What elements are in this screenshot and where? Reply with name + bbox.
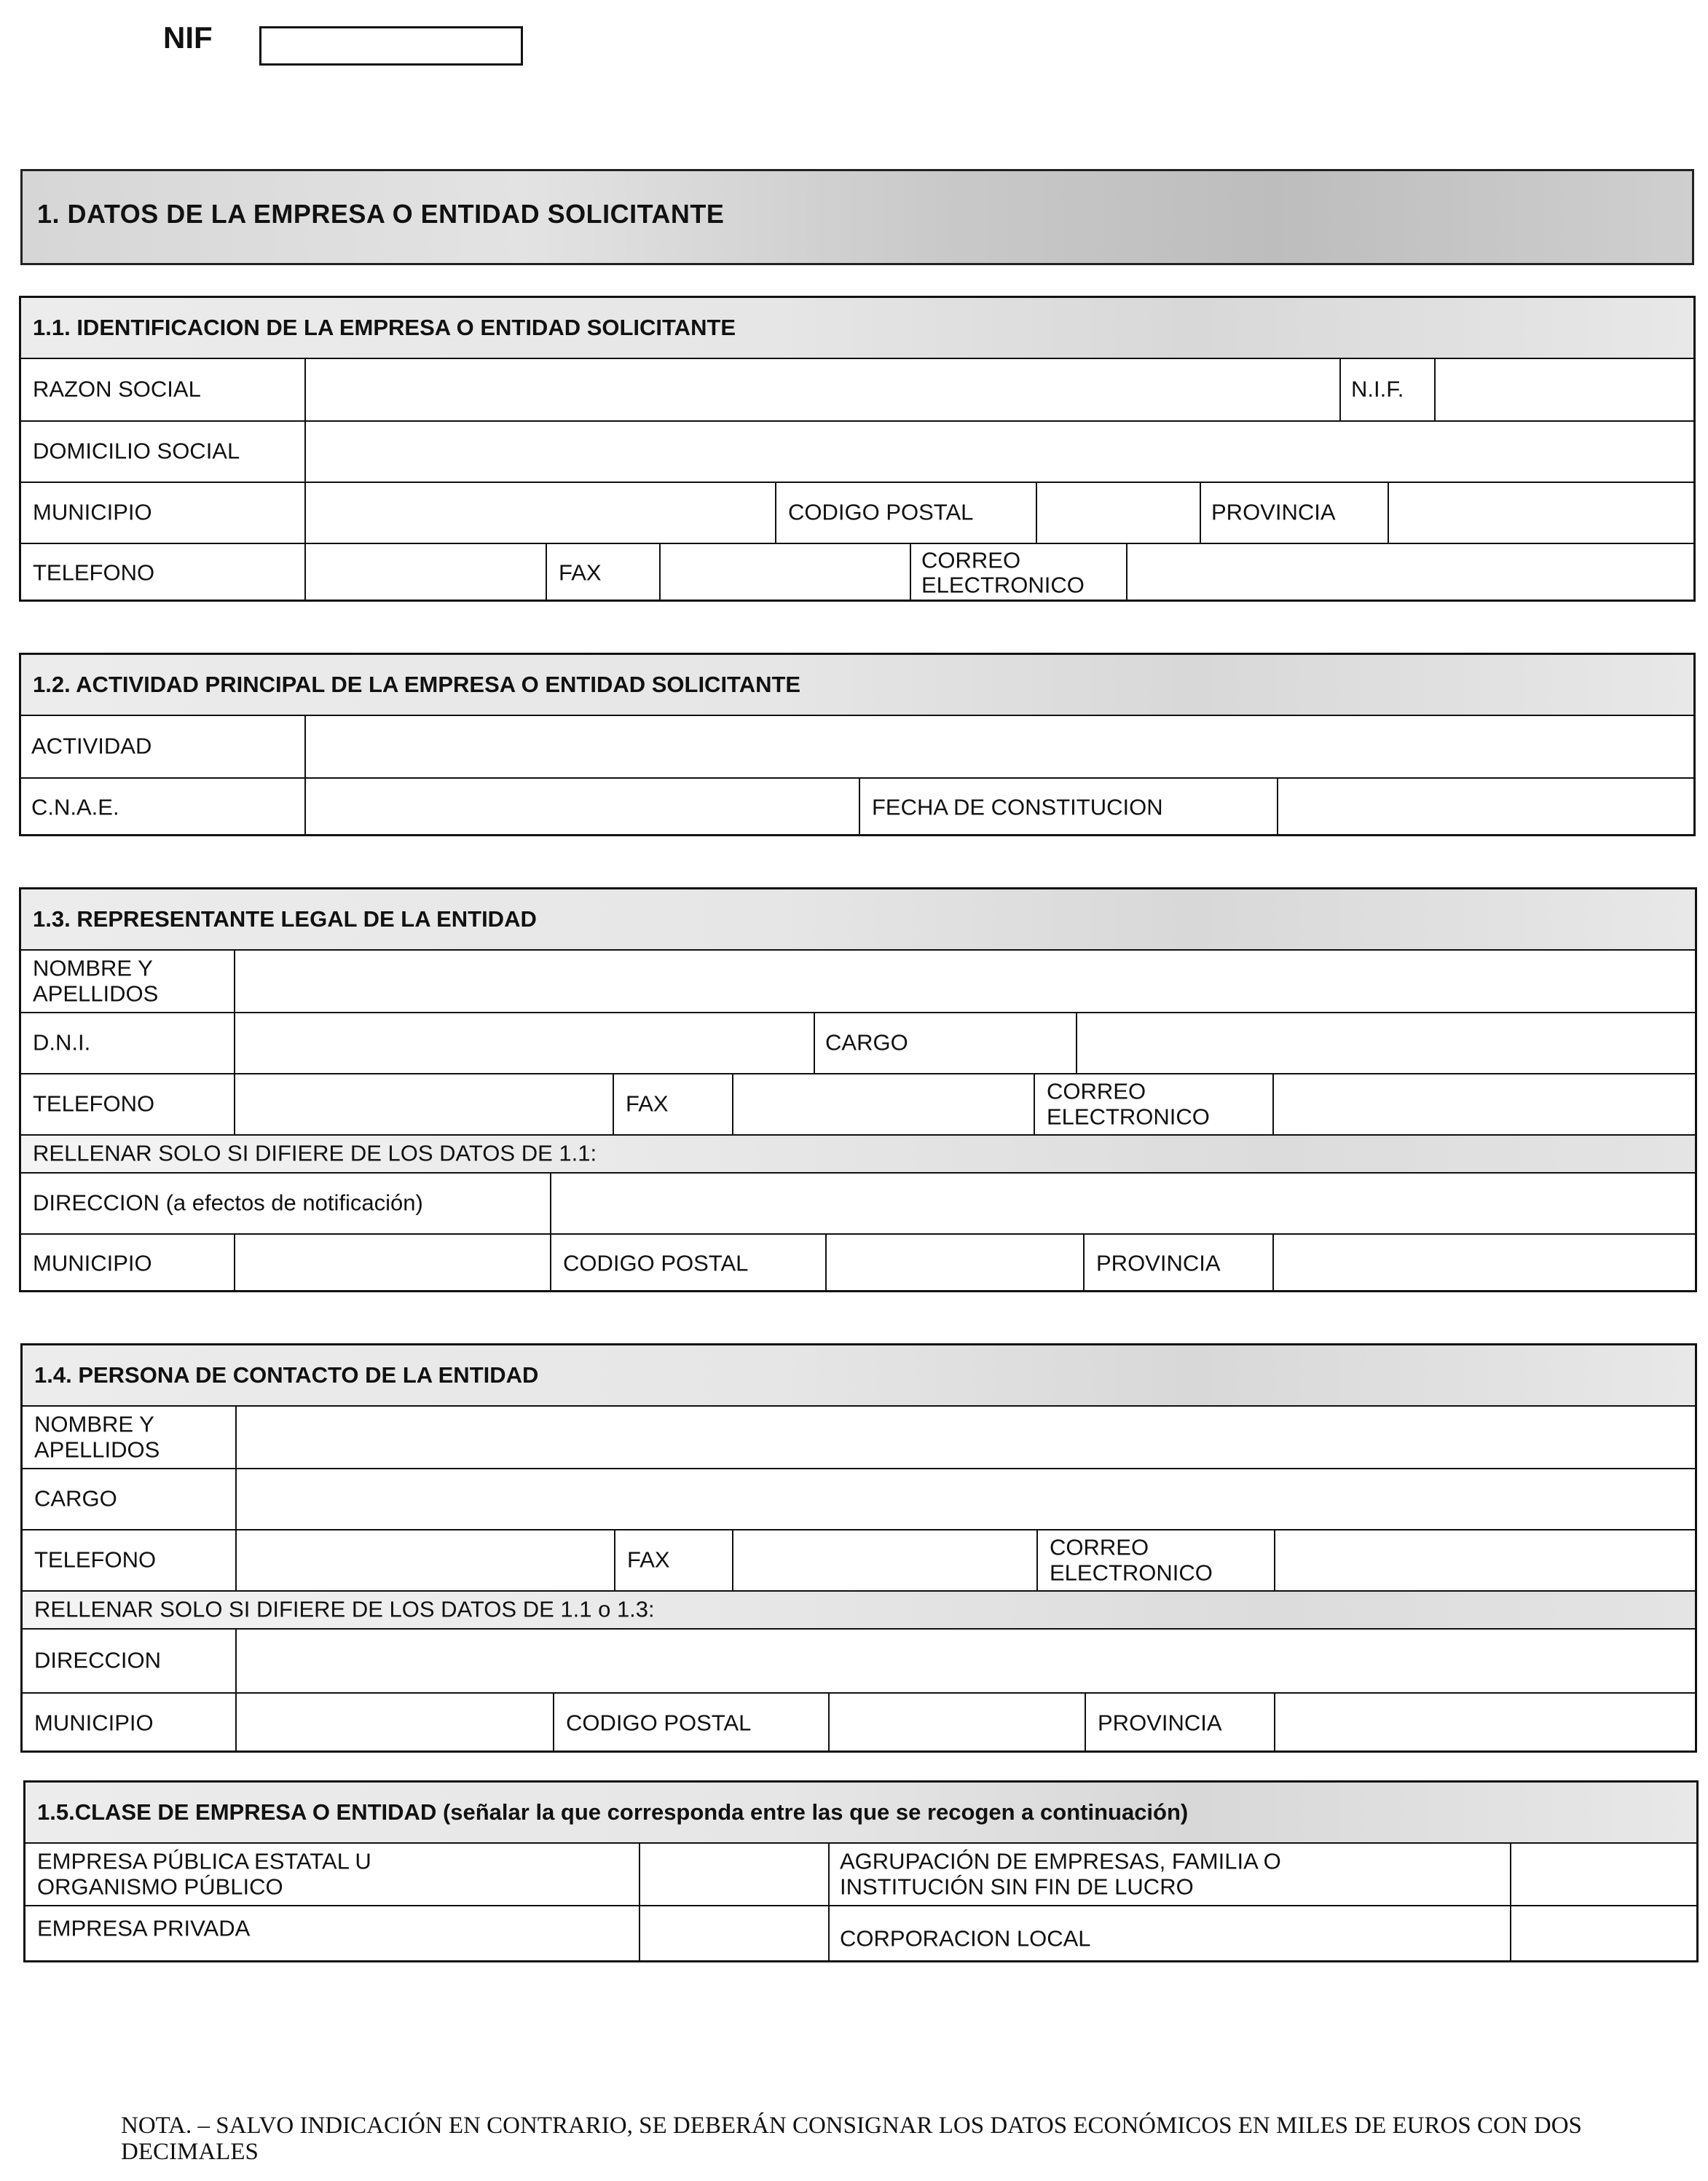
row-municipio — [21, 1233, 1695, 1292]
label-provincia: PROVINCIA — [1098, 1710, 1222, 1736]
row-nombre — [23, 1407, 1695, 1468]
label-fax: FAX — [559, 559, 602, 586]
label-cnae: C.N.A.E. — [31, 794, 119, 820]
checkbox-empresa-publica[interactable] — [642, 1847, 825, 1902]
row-telefono — [23, 1529, 1695, 1590]
row-direccion — [23, 1628, 1695, 1692]
section-1-5-header — [25, 1783, 1696, 1844]
label-empresa-publica: EMPRESA PÚBLICA ESTATAL U ORGANISMO PÚBLICO — [37, 1848, 371, 1899]
checkbox-empresa-privada[interactable] — [642, 1909, 825, 1961]
label-codigo-postal: CODIGO POSTAL — [563, 1250, 749, 1276]
label-cargo: CARGO — [34, 1485, 117, 1512]
section-1-4-title: 1.4. PERSONA DE CONTACTO DE LA ENTIDAD — [34, 1362, 539, 1388]
section-1-3-header — [21, 889, 1695, 951]
row-domicilio — [21, 420, 1693, 482]
section-1-2-header — [21, 655, 1693, 716]
label-correo-electronico: CORREO ELECTRONICO — [1047, 1078, 1210, 1129]
label-nif: N.I.F. — [1351, 376, 1404, 402]
label-telefono: TELEFONO — [33, 1090, 155, 1117]
label-municipio: MUNICIPIO — [33, 1250, 152, 1276]
label-direccion: DIRECCION — [34, 1647, 161, 1673]
row-cargo — [23, 1468, 1695, 1529]
rellenar-note: RELLENAR SOLO SI DIFIERE DE LOS DATOS DE 1.1: — [33, 1140, 597, 1166]
row-direccion — [21, 1172, 1695, 1233]
nif-input-box[interactable] — [259, 26, 523, 66]
label-provincia: PROVINCIA — [1096, 1250, 1221, 1276]
label-codigo-postal: CODIGO POSTAL — [788, 499, 974, 525]
section-1-2-title: 1.2. ACTIVIDAD PRINCIPAL DE LA EMPRESA O ENTIDAD SOLICITANTE — [33, 672, 801, 697]
rellenar-banner — [23, 1590, 1695, 1628]
label-municipio: MUNICIPIO — [33, 499, 152, 525]
label-direccion: DIRECCION (a efectos de notificación) — [33, 1190, 423, 1216]
section-1-5-title: 1.5.CLASE DE EMPRESA O ENTIDAD (señalar la que corresponda entre las que se recogen a continuación) — [37, 1799, 1189, 1825]
label-telefono: TELEFONO — [34, 1547, 157, 1573]
section-title: 1. DATOS DE LA EMPRESA O ENTIDAD SOLICITANTE — [37, 199, 725, 229]
row-municipio — [21, 482, 1693, 543]
row-cnae — [21, 777, 1693, 836]
nif-label: NIF — [163, 20, 213, 55]
section-banner — [20, 169, 1694, 265]
row-municipio — [23, 1692, 1695, 1753]
section-1-4-header — [23, 1345, 1695, 1407]
row-razon-social — [21, 359, 1693, 420]
label-razon-social: RAZON SOCIAL — [33, 376, 201, 402]
rellenar-note: RELLENAR SOLO SI DIFIERE DE LOS DATOS DE 1.1 o 1.3: — [34, 1596, 655, 1622]
section-1-1-title: 1.1. IDENTIFICACION DE LA EMPRESA O ENTIDAD SOLICITANTE — [33, 315, 736, 340]
footer-note: NOTA. – SALVO INDICACIÓN EN CONTRARIO, SE DEBERÁN CONSIGNAR LOS DATOS ECONÓMICOS EN MILES DE EUROS CON DOS DECIMALES — [121, 2113, 1582, 2166]
row-actividad — [21, 716, 1693, 777]
label-fax: FAX — [626, 1090, 669, 1117]
label-fecha-constitucion: FECHA DE CONSTITUCION — [872, 794, 1163, 820]
section-1-1-header — [21, 298, 1693, 359]
checkbox-corporacion-local[interactable] — [1513, 1909, 1695, 1961]
row-dni — [21, 1012, 1695, 1073]
label-corporacion-local: CORPORACION LOCAL — [840, 1925, 1091, 1952]
label-fax: FAX — [627, 1547, 670, 1573]
row-telefono — [21, 543, 1693, 602]
section-1-2 — [19, 653, 1696, 836]
label-cargo: CARGO — [825, 1029, 908, 1056]
row-publica — [25, 1844, 1696, 1905]
label-agrupacion: AGRUPACIÓN DE EMPRESAS, FAMILIA O INSTITUCIÓN SIN FIN DE LUCRO — [840, 1848, 1281, 1899]
section-1-5 — [23, 1780, 1699, 1962]
label-correo-electronico: CORREO ELECTRONICO — [921, 546, 1085, 598]
label-domicilio-social: DOMICILIO SOCIAL — [33, 438, 240, 464]
label-nombre-apellidos: NOMBRE Y APELLIDOS — [33, 955, 159, 1006]
label-correo-electronico: CORREO ELECTRONICO — [1050, 1534, 1213, 1585]
row-privada — [25, 1905, 1696, 1962]
section-1-3-title: 1.3. REPRESENTANTE LEGAL DE LA ENTIDAD — [33, 906, 537, 932]
label-dni: D.N.I. — [33, 1029, 91, 1056]
section-1-1 — [19, 296, 1696, 602]
checkbox-agrupacion[interactable] — [1513, 1847, 1695, 1902]
section-1-4 — [20, 1343, 1697, 1753]
label-codigo-postal: CODIGO POSTAL — [566, 1710, 752, 1736]
section-1-3 — [19, 887, 1697, 1292]
label-telefono: TELEFONO — [33, 559, 155, 586]
label-provincia: PROVINCIA — [1211, 499, 1336, 525]
label-empresa-privada: EMPRESA PRIVADA — [37, 1915, 251, 1941]
row-telefono — [21, 1073, 1695, 1134]
label-municipio: MUNICIPIO — [34, 1710, 154, 1736]
label-nombre-apellidos: NOMBRE Y APELLIDOS — [34, 1411, 160, 1462]
row-nombre — [21, 951, 1695, 1012]
rellenar-banner — [21, 1134, 1695, 1172]
label-actividad: ACTIVIDAD — [31, 733, 152, 759]
